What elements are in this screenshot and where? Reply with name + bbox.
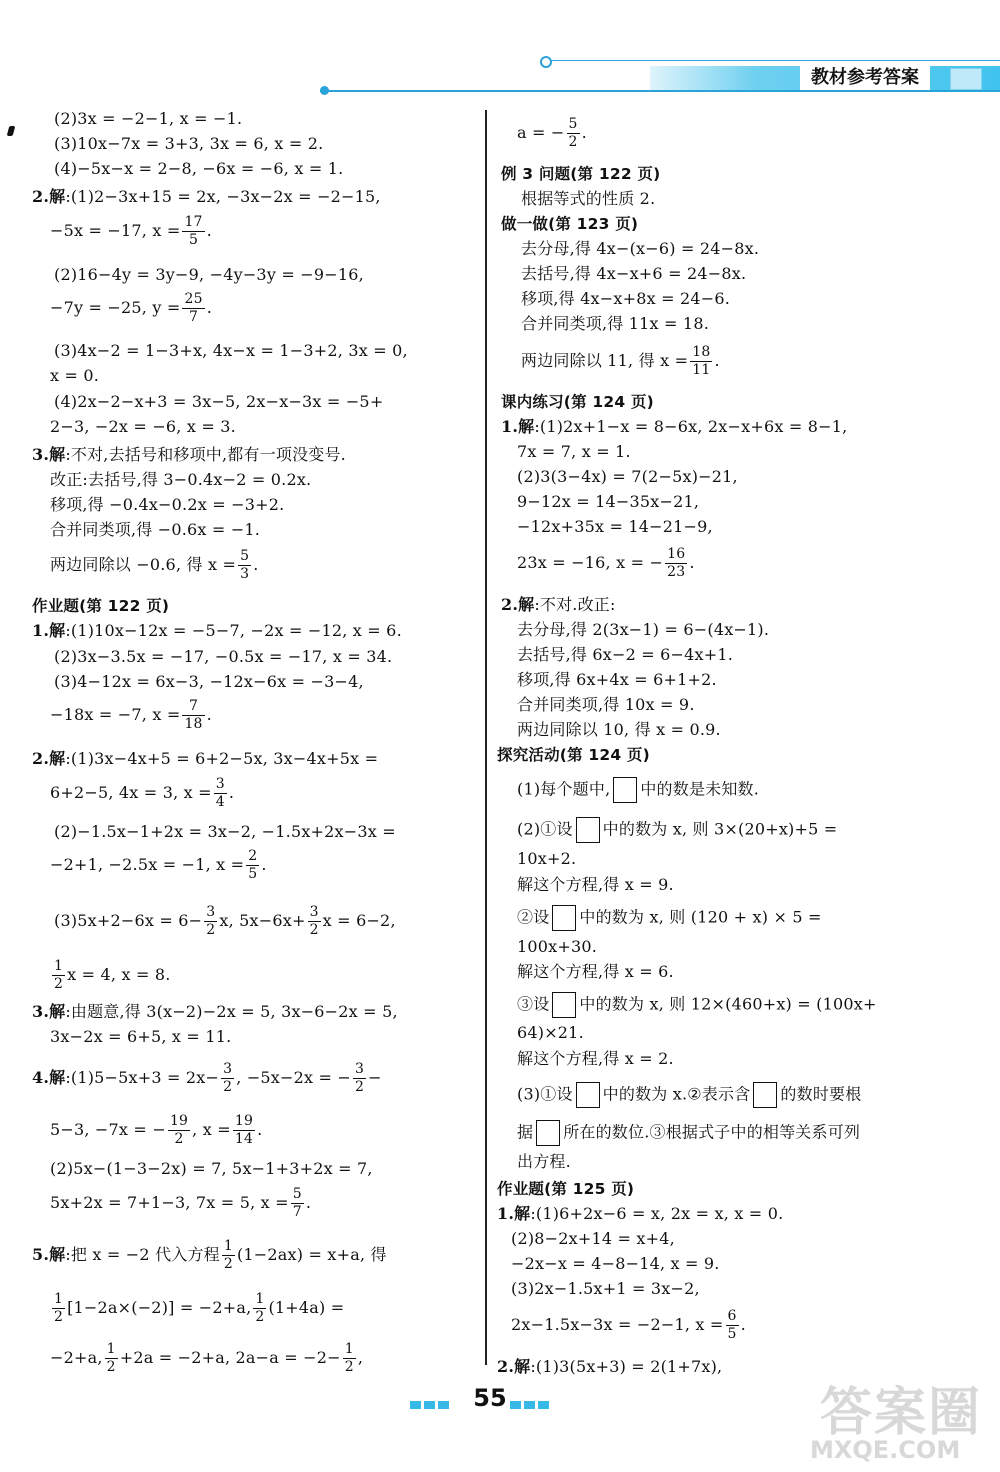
numerator: 17 [184,214,203,230]
text: 所在的数位.③根据式子中的相等关系可列 [563,1122,861,1142]
fraction [567,116,580,151]
question-number: 2.解 [32,187,66,206]
text: −2+1, −2.5x = −1, x = [50,855,245,874]
fraction [665,546,687,581]
text: 5−3, −7x = − [50,1120,166,1139]
text: :(1)5−5x+3 = 2x− [65,1068,220,1087]
blank-box [576,1082,600,1108]
text-line: 9−12x = 14−35x−21, [517,492,700,511]
fraction [168,1113,190,1148]
question-line [32,1238,387,1273]
denominator: 3 [240,566,250,582]
text-line: 去括号,得 6x−2 = 6−4x+1. [517,645,734,664]
numerator: 16 [667,546,686,562]
question-line [32,186,381,208]
denominator: 2 [223,1256,233,1272]
text-line [50,958,171,993]
text: [1−2a×(−2)] = −2+a, [67,1298,252,1317]
text: . [261,855,267,874]
text-line: (3)4−12x = 6x−3, −12x−6x = −3−4, [54,672,364,691]
numerator: 3 [223,1061,233,1077]
text: . [228,783,235,802]
text-line: (2)3x−3.5x = −17, −0.5x = −17, x = 34. [54,647,393,666]
margin-mark [7,126,16,136]
text: :把 x = −2 代入方程 [65,1245,220,1264]
question-number: 3.解 [32,1002,66,1021]
text-line [521,344,720,379]
denominator: 5 [248,866,258,882]
text-line: 改正:去括号,得 3−0.4x−2 = 0.2x. [50,470,312,489]
blank-box [552,905,576,931]
text-line: 根据等式的性质 2. [521,189,656,208]
text: . [206,705,212,724]
watermark [810,1370,990,1465]
question-number: 1.解 [501,417,535,436]
fraction [726,1308,739,1343]
numerator: 1 [223,1238,233,1254]
text: (1−2ax) = x+a, 得 [236,1245,387,1264]
text: . [305,1193,312,1212]
text-line: 10x+2. [517,849,577,868]
text-line: (3)4x−2 = 1−3+x, 4x−x = 1−3+2, 3x = 0, [54,341,408,360]
text-line [517,905,822,931]
blank-box [536,1120,560,1146]
text-line: (4)2x−2−x+3 = 3x−5, 2x−x−3x = −5+ [54,392,384,411]
text: −18x = −7, x = [50,705,181,724]
text-line: (2)16−4y = 3y−9, −4y−3y = −9−16, [54,265,364,284]
text: 中的数为 x, 则 (120 + x) × 5 = [579,907,822,927]
text-line [50,291,212,326]
question-number: 4.解 [32,1068,66,1087]
text-line: 3x−2x = 6+5, x = 11. [50,1027,232,1046]
fraction [253,1291,266,1326]
text-line: 去分母,得 4x−(x−6) = 24−8x. [521,239,760,258]
question-line [32,620,402,642]
text-line: 64)×21. [517,1023,584,1042]
text: :(1)3x−4x+5 = 6+2−5x, 3x−4x+5x = [65,749,379,768]
header-end-block [950,68,982,90]
numerator: 1 [106,1341,116,1357]
text-line [517,1120,860,1146]
text: 6+2−5, 4x = 3, x = [50,783,212,802]
text-line: −2x−x = 4−8−14, x = 9. [511,1254,720,1273]
question-line [497,1356,722,1378]
question-line [32,1061,382,1096]
header-ring-ornament [540,56,552,68]
text: :(1)10x−12x = −5−7, −2x = −12, x = 6. [65,621,402,640]
numerator: 6 [727,1308,737,1324]
text: :不对.改正: [534,595,616,614]
text-line: 100x+30. [517,937,598,956]
watermark-url: MXQE.COM [810,1436,961,1464]
numerator: 1 [255,1291,265,1307]
denominator: 4 [215,794,225,810]
text: (1)每个题中, [517,779,611,799]
denominator: 2 [168,1130,190,1148]
fraction [246,848,259,883]
section-heading: 课内练习(第 124 页) [501,393,654,411]
footer-ornament-left [410,1394,452,1402]
question-line [501,594,616,616]
column-divider [485,110,487,1365]
text-line [50,548,259,583]
denominator: 7 [182,308,204,326]
denominator: 2 [344,1359,354,1375]
text-line: 解这个方程,得 x = 9. [517,875,674,894]
text: a = − [517,123,565,142]
text-line [50,214,212,249]
denominator: 11 [692,362,711,378]
text: . [206,221,212,240]
numerator: 3 [206,904,216,920]
text: 中的数是未知数. [640,779,760,799]
question-line [497,1203,783,1225]
numerator: 3 [355,1061,365,1077]
text-line [517,992,877,1018]
denominator: 5 [182,231,204,249]
text-line [517,777,759,803]
text: . [714,351,720,370]
text: ③设 [517,994,550,1014]
fraction [182,214,204,249]
text-line [50,848,267,883]
text-line: 合并同类项,得 10x = 9. [517,695,695,714]
fraction [308,904,321,939]
text-line [54,904,396,939]
text: 两边同除以 −0.6, 得 x = [50,555,237,574]
fraction [214,776,227,811]
fraction [105,1341,118,1376]
denominator: 7 [292,1204,302,1220]
text: . [689,553,695,572]
text: −2+a, [50,1348,103,1367]
denominator: 18 [184,716,203,732]
text: . [253,555,259,574]
text-line: 合并同类项,得 11x = 18. [521,314,709,333]
text: :由题意,得 3(x−2)−2x = 5, 3x−6−2x = 5, [65,1002,398,1021]
text-line [50,776,234,811]
numerator: 5 [292,1186,302,1202]
fraction [52,1291,65,1326]
text: (3)5x+2−6x = 6− [54,911,203,930]
question-line [32,1001,398,1023]
text: :不对,去括号和移项中,都有一项没变号. [65,445,346,464]
text: −7y = −25, y = [50,298,181,317]
numerator: 3 [215,776,225,792]
text-line: x = 0. [50,366,100,385]
denominator: 23 [667,564,686,580]
numerator: 2 [248,848,258,864]
numerator: 1 [344,1341,354,1357]
question-number: 2.解 [501,595,535,614]
denominator: 2 [206,922,216,938]
blank-box [753,1082,777,1108]
numerator: 19 [169,1113,189,1129]
denominator: 2 [106,1359,116,1375]
denominator: 14 [234,1131,254,1147]
section-heading: 探究活动(第 124 页) [497,746,650,764]
fraction [291,1186,304,1221]
fraction [222,1238,235,1273]
fraction [233,1113,255,1148]
text-line [50,1341,363,1376]
text: :(1)3(5x+3) = 2(1+7x), [530,1357,723,1376]
denominator: 5 [727,1326,737,1342]
question-number: 2.解 [497,1357,531,1376]
denominator: 2 [54,976,64,992]
header-dot-ornament [320,86,329,95]
text: 两边同除以 11, 得 x = [521,351,689,370]
numerator: 5 [240,548,250,564]
numerator: 25 [184,291,203,307]
text-line [517,817,837,843]
numerator: 1 [54,1291,64,1307]
text: :(1)2−3x+15 = 2x, −3x−2x = −2−15, [65,187,381,206]
text-line: (2)8−2x+14 = x+4, [511,1229,675,1248]
footer-ornament-right [510,1394,552,1402]
text: 5x+2x = 7+1−3, 7x = 5, x = [50,1193,289,1212]
text-line [50,1186,311,1221]
text: 中的数为 x.②表示含 [602,1084,751,1104]
text: . [257,1120,263,1139]
text: , x = [192,1120,231,1139]
text-line [511,1308,746,1343]
watermark-main: 答案圈 [820,1383,983,1443]
section-heading: 作业题(第 125 页) [497,1180,635,1198]
header-title: 教材参考答案 [800,66,930,90]
text-line: (3)10x−7x = 3+3, 3x = 6, x = 2. [54,134,324,153]
text: , −5x−2x = − [236,1068,352,1087]
text: , [357,1348,364,1367]
text: . [206,298,212,317]
numerator: 3 [309,904,319,920]
numerator: 19 [234,1113,254,1129]
text-line [50,1113,262,1148]
text-line: (2)3x = −2−1, x = −1. [54,109,243,128]
text-line: (3)2x−1.5x+1 = 3x−2, [511,1279,700,1298]
text-line: (2)−1.5x−1+2x = 3x−2, −1.5x+2x−3x = [54,822,396,841]
fraction [182,698,204,733]
text: :(1)2x+1−x = 8−6x, 2x−x+6x = 8−1, [534,417,848,436]
fraction [204,904,217,939]
text: 2x−1.5x−3x = −2−1, x = [511,1315,724,1334]
text-line: (2)5x−(1−3−2x) = 7, 5x−1+3+2x = 7, [50,1159,373,1178]
question-number: 1.解 [497,1204,531,1223]
denominator: 2 [309,922,319,938]
numerator: 18 [692,344,711,360]
blank-box [613,777,637,803]
text-line: 解这个方程,得 x = 6. [517,962,674,981]
text: x = 6−2, [322,911,396,930]
fraction [238,548,251,583]
question-line [501,416,847,438]
question-number: 3.解 [32,445,66,464]
text: ②设 [517,907,550,927]
text-line: (4)−5x−x = 2−8, −6x = −6, x = 1. [54,159,344,178]
text: (3)①设 [517,1084,573,1104]
denominator: 2 [355,1079,365,1095]
page-header [320,56,1000,100]
blank-box [576,817,600,843]
text: x, 5x−6x+ [219,911,306,930]
text-line [517,1082,861,1108]
denominator: 2 [54,1309,64,1325]
text-line: 解这个方程,得 x = 2. [517,1049,674,1068]
text: x = 4, x = 8. [67,965,171,984]
fraction [690,344,712,379]
denominator: 2 [568,134,578,150]
text-line: 移项,得 4x−x+8x = 24−6. [521,289,731,308]
section-heading: 作业题(第 122 页) [32,597,170,615]
fraction [353,1061,366,1096]
numerator: 5 [568,116,578,132]
section-heading: 例 3 问题(第 122 页) [501,165,661,183]
fraction [221,1061,234,1096]
question-number: 2.解 [32,749,66,768]
text: 据 [517,1122,534,1142]
text-line: 移项,得 6x+4x = 6+1+2. [517,670,717,689]
text-line: 移项,得 −0.4x−0.2x = −3+2. [50,495,285,514]
text-line [517,116,587,151]
fraction [52,958,65,993]
text-line [50,1291,344,1326]
text-line: 去分母,得 2(3x−1) = 6−(4x−1). [517,620,770,639]
text: 中的数为 x, 则 12×(460+x) = (100x+ [579,994,877,1014]
text-line: 7x = 7, x = 1. [517,442,631,461]
text-line [50,698,212,733]
section-heading: 做一做(第 123 页) [501,215,639,233]
question-number: 1.解 [32,621,66,640]
text-line: 去括号,得 4x−x+6 = 24−8x. [521,264,747,283]
text-line [517,546,695,581]
text: − [368,1068,382,1087]
text: (1+4a) = [268,1298,345,1317]
text: −5x = −17, x = [50,221,181,240]
text-line: 2−3, −2x = −6, x = 3. [50,417,236,436]
denominator: 2 [255,1309,265,1325]
text-line: 两边同除以 10, 得 x = 0.9. [517,720,721,739]
text: 中的数为 x, 则 3×(20+x)+5 = [602,819,838,839]
header-bottom-rule [320,90,1000,92]
numerator: 1 [54,958,64,974]
header-top-rule [550,60,1000,61]
text: . [581,123,587,142]
page-number: 55 [473,1384,507,1412]
blank-box [552,992,576,1018]
fraction [343,1341,356,1376]
text: 的数时要根 [780,1084,862,1104]
text: :(1)6+2x−6 = x, 2x = x, x = 0. [530,1204,784,1223]
text: +2a = −2+a, 2a−a = −2− [119,1348,341,1367]
text-line: 合并同类项,得 −0.6x = −1. [50,520,261,539]
text: . [740,1315,746,1334]
fraction [182,291,204,326]
question-line [32,444,346,466]
text-line: (2)3(3−4x) = 7(2−5x)−21, [517,467,738,486]
text-line: 出方程. [517,1152,571,1171]
question-number: 5.解 [32,1245,66,1264]
text: 23x = −16, x = − [517,553,664,572]
numerator: 7 [189,698,199,714]
text: (2)①设 [517,819,573,839]
text-line: −12x+35x = 14−21−9, [517,517,713,536]
denominator: 2 [223,1079,233,1095]
question-line [32,748,378,770]
